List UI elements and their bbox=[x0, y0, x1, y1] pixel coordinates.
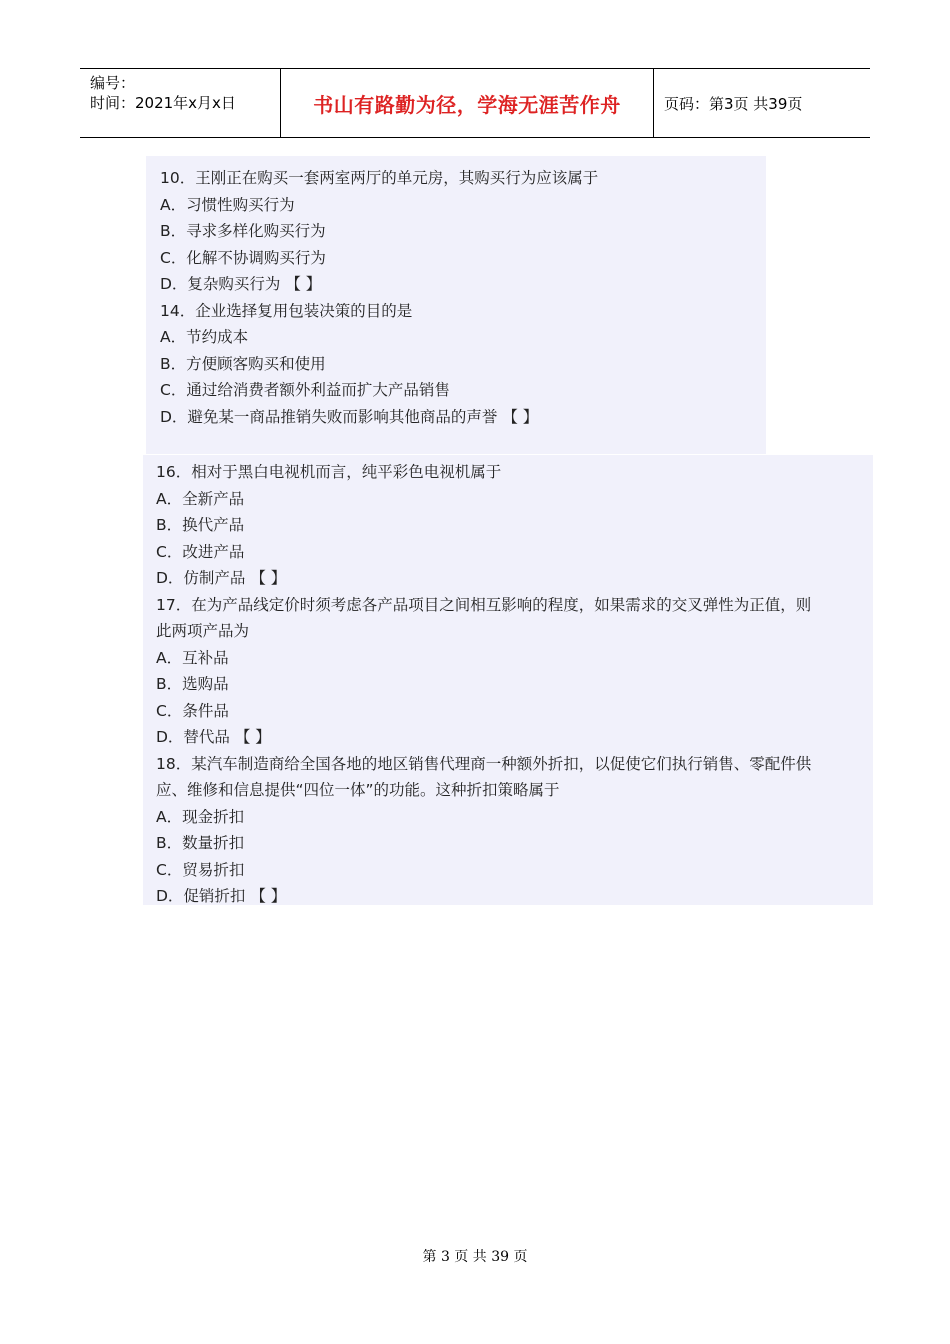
option-line: A．现金折扣 bbox=[156, 808, 245, 826]
question-14-stem: 14．企业选择复用包装决策的目的是 bbox=[160, 302, 413, 320]
option-line: B．选购品 bbox=[156, 675, 229, 693]
option-line: A．互补品 bbox=[156, 649, 229, 667]
option-line: B．数量折扣 bbox=[156, 834, 245, 852]
question-panel-1 bbox=[146, 156, 766, 454]
clipped-previous-line bbox=[182, 156, 442, 163]
option-line: C．改进产品 bbox=[156, 543, 245, 561]
option-line: C．化解不协调购买行为 bbox=[160, 249, 326, 267]
header-motto: 书山有路勤为径，学海无涯苦作舟 bbox=[313, 92, 621, 117]
question-16-stem: 16．相对于黑白电视机而言，纯平彩色电视机属于 bbox=[156, 463, 502, 481]
page-footer: 第 3 页 共 39 页 bbox=[422, 1249, 528, 1265]
option-line: D．避免某一商品推销失败而影响其他商品的声誉 【 】 bbox=[160, 408, 539, 426]
option-line: D．促销折扣 【 】 bbox=[156, 887, 287, 905]
option-line: B．寻求多样化购买行为 bbox=[160, 222, 326, 240]
option-line: C．贸易折扣 bbox=[156, 861, 245, 879]
option-line: D．替代品 【 】 bbox=[156, 728, 271, 746]
document-time-label: 时间：2021年x月x日 bbox=[90, 94, 236, 112]
option-line: D．复杂购买行为 【 】 bbox=[160, 275, 322, 293]
question-panel-2 bbox=[143, 455, 873, 905]
option-line: D．仿制产品 【 】 bbox=[156, 569, 287, 587]
question-17-stem: 17．在为产品线定价时须考虑各产品项目之间相互影响的程度，如果需求的交叉弹性为正值，则 bbox=[156, 596, 812, 614]
header-motto-cell bbox=[281, 69, 654, 137]
header-page-info: 页码：第3页 共39页 bbox=[664, 94, 803, 113]
option-line: A．习惯性购买行为 bbox=[160, 196, 295, 214]
option-line: C．条件品 bbox=[156, 702, 229, 720]
header-page-cell bbox=[654, 69, 870, 137]
option-line: A．全新产品 bbox=[156, 490, 245, 508]
page-header bbox=[80, 68, 870, 138]
question-18-stem: 18．某汽车制造商给全国各地的地区销售代理商一种额外折扣，以促使它们执行销售、零配件供 bbox=[156, 755, 812, 773]
header-meta-cell bbox=[80, 69, 281, 137]
option-line: A．节约成本 bbox=[160, 328, 249, 346]
option-line: C．通过给消费者额外利益而扩大产品销售 bbox=[160, 381, 450, 399]
document-number-label: 编号： bbox=[90, 74, 136, 92]
question-10-stem: 10．王刚正在购买一套两室两厅的单元房，其购买行为应该属于 bbox=[160, 169, 599, 187]
question-17-stem-cont: 此两项产品为 bbox=[156, 622, 250, 640]
question-18-stem-cont: 应、维修和信息提供“四位一体”的功能。这种折扣策略属于 bbox=[156, 781, 560, 799]
option-line: B．换代产品 bbox=[156, 516, 245, 534]
option-line: B．方便顾客购买和使用 bbox=[160, 355, 326, 373]
